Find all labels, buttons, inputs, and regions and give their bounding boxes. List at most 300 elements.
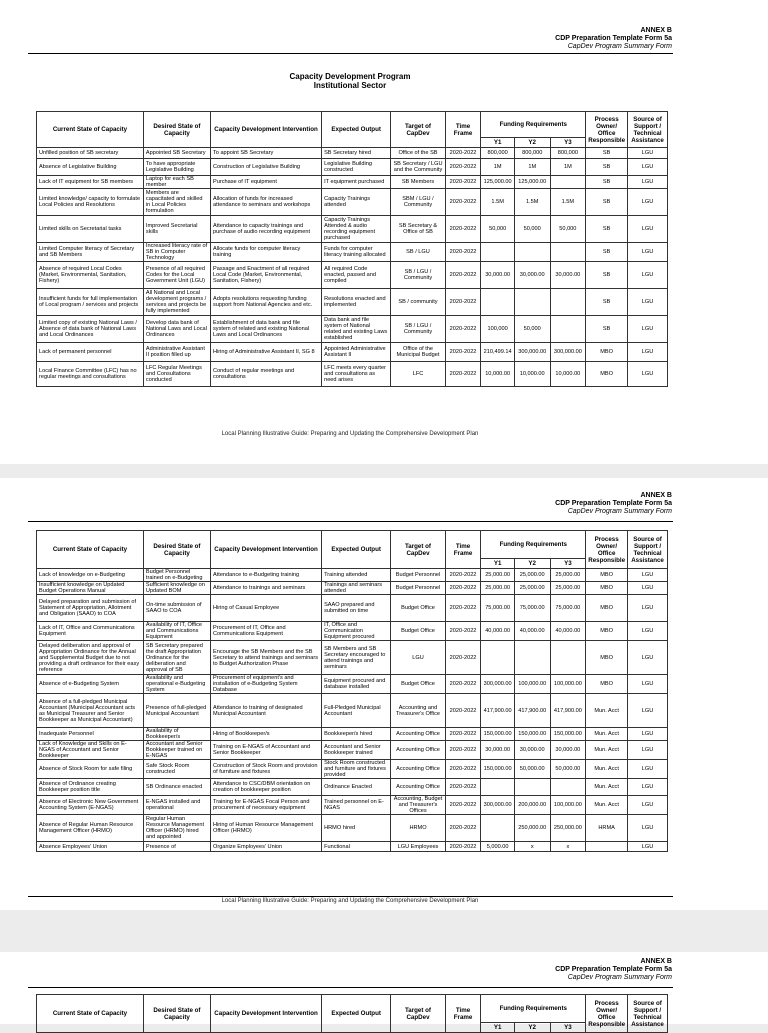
cell-funding-y3: x: [550, 842, 586, 852]
col-expected-output: Expected Output: [322, 112, 391, 148]
cell-process-owner: SB: [586, 148, 628, 159]
cell-source-support: LGU: [628, 641, 668, 675]
cell-current-state: Absence of Electronic New Government Accounting System (E-NGAS): [37, 796, 144, 815]
cell-funding-y1: [481, 641, 515, 675]
table-row: [37, 796, 668, 815]
cell-funding-y1: 10,000.00: [481, 362, 515, 387]
cell-desired-state: Sufficient knowledge on Updated BOM: [143, 582, 210, 595]
cell-time-frame: 2020-2022: [445, 243, 481, 262]
cell-process-owner: SB: [586, 176, 628, 189]
cell-expected-output: Appointed Administrative Assistant II: [322, 343, 391, 362]
col-y2: Y2: [514, 138, 550, 148]
cell-source-support: LGU: [628, 189, 668, 216]
col-current-state: Current State of Capacity: [37, 531, 144, 569]
cell-intervention: Attendance to CSC/DBM orientation on creation of bookkeeper position: [210, 779, 321, 796]
cell-source-support: LGU: [628, 622, 668, 641]
cell-current-state: Insufficient knowledge on Updated Budget Operations Manual: [37, 582, 144, 595]
cell-funding-y1: 417,900.00: [481, 694, 515, 728]
cell-funding-y3: 50,000.00: [550, 760, 586, 779]
cell-intervention: Attendance to training of designated Municipal Accountant: [210, 694, 321, 728]
cell-current-state: Limited Computer literacy of Secretary and SB Members: [37, 243, 144, 262]
footer-rule: [28, 896, 673, 897]
cell-desired-state: Availability of Bookkeeper/s: [143, 728, 210, 741]
table-row: [37, 842, 668, 852]
table-row: [37, 159, 668, 176]
col-current-state: Current State of Capacity: [37, 995, 144, 1033]
col-y1: Y1: [481, 1023, 515, 1033]
cell-target: SBM / LGU / Community: [391, 189, 446, 216]
table-row: [37, 216, 668, 243]
cell-target: SB Members: [391, 176, 446, 189]
cell-current-state: Absence of Legislative Building: [37, 159, 144, 176]
cell-funding-y3: 300,000.00: [550, 343, 586, 362]
table-row: [37, 148, 668, 159]
cell-current-state: Absence of e-Budgeting System: [37, 675, 144, 694]
cell-process-owner: SB: [586, 262, 628, 289]
cell-desired-state: Improved Secretarial skills: [143, 216, 210, 243]
document-page-1: [0, 0, 768, 464]
cell-expected-output: Equipment procured and database installed: [322, 675, 391, 694]
col-intervention: Capacity Development Intervention: [210, 531, 321, 569]
cell-target: HRMO: [391, 815, 446, 842]
cell-funding-y1: 125,000.00: [481, 176, 515, 189]
cell-funding-y3: 250,000.00: [550, 815, 586, 842]
cell-funding-y1: 300,000.00: [481, 675, 515, 694]
cell-target: SB / LGU / Community: [391, 262, 446, 289]
cell-intervention: Purchase of IT equipment: [210, 176, 321, 189]
col-y3: Y3: [550, 138, 586, 148]
cell-time-frame: 2020-2022: [445, 796, 481, 815]
cell-time-frame: 2020-2022: [445, 675, 481, 694]
cell-expected-output: Resolutions enacted and implemented: [322, 289, 391, 316]
cell-source-support: LGU: [628, 694, 668, 728]
cell-target: Office of the SB: [391, 148, 446, 159]
table-row: [37, 316, 668, 343]
col-source-support: Source of Support / Technical Assistance: [628, 995, 668, 1033]
cell-time-frame: 2020-2022: [445, 760, 481, 779]
cell-funding-y3: [550, 289, 586, 316]
cell-intervention: Allocate funds for computer literacy training: [210, 243, 321, 262]
cell-source-support: LGU: [628, 243, 668, 262]
cell-funding-y1: [481, 289, 515, 316]
cell-funding-y1: 150,000.00: [481, 728, 515, 741]
cell-desired-state: Presence of: [143, 842, 210, 852]
cell-funding-y3: 30,000.00: [550, 262, 586, 289]
cell-time-frame: 2020-2022: [445, 148, 481, 159]
cell-process-owner: SB: [586, 316, 628, 343]
cell-funding-y2: 50,000: [514, 316, 550, 343]
cell-funding-y2: 250,000.00: [514, 815, 550, 842]
cell-funding-y1: 50,000: [481, 216, 515, 243]
cell-source-support: LGU: [628, 779, 668, 796]
header-rule: [28, 987, 673, 988]
cell-funding-y2: 100,000.00: [514, 675, 550, 694]
cell-time-frame: 2020-2022: [445, 842, 481, 852]
cell-intervention: Passage and Enactment of all required Local Code (Market, Environmental, Sanitation, Fishery): [210, 262, 321, 289]
cell-expected-output: Functional: [322, 842, 391, 852]
cell-desired-state: Safe Stock Room constructed: [143, 760, 210, 779]
cell-source-support: LGU: [628, 569, 668, 582]
cell-funding-y3: 30,000.00: [550, 741, 586, 760]
cell-process-owner: Mun. Acct: [586, 741, 628, 760]
cell-expected-output: Stock Room constructed and furniture and fixtures provided: [322, 760, 391, 779]
cell-intervention: Construction of Legislative Building: [210, 159, 321, 176]
cell-expected-output: SAAO prepared and submitted on time: [322, 595, 391, 622]
document-title: [0, 72, 700, 90]
cell-time-frame: 2020-2022: [445, 728, 481, 741]
cell-intervention: Training for E-NGAS Focal Person and procurement of necessary equipment: [210, 796, 321, 815]
form-label: CDP Preparation Template Form 5a: [555, 500, 672, 507]
cell-current-state: Local Finance Committee (LFC) has no regular meetings and consultations: [37, 362, 144, 387]
cell-process-owner: MBO: [586, 622, 628, 641]
cell-intervention: Hiring of Casual Employee: [210, 595, 321, 622]
cell-funding-y3: [550, 641, 586, 675]
cell-target: Accounting and Treasurer's Office: [391, 694, 446, 728]
col-process-owner: Process Owner/ Office Responsible: [586, 531, 628, 569]
table-row: [37, 675, 668, 694]
cell-current-state: Absence of Stock Room for safe filing: [37, 760, 144, 779]
table-row: [37, 262, 668, 289]
cell-time-frame: 2020-2022: [445, 815, 481, 842]
table-row: [37, 728, 668, 741]
cell-current-state: Absence of Ordinance creating Bookkeeper position title: [37, 779, 144, 796]
cell-process-owner: SB: [586, 189, 628, 216]
cell-funding-y1: 25,000.00: [481, 569, 515, 582]
annex-label: ANNEX B: [640, 492, 672, 499]
cell-desired-state: Availability and operational e-Budgeting System: [143, 675, 210, 694]
cell-target: Accounting Office: [391, 728, 446, 741]
cell-expected-output: SB Secretary hired: [322, 148, 391, 159]
cell-process-owner: Mun. Acct: [586, 779, 628, 796]
cell-source-support: LGU: [628, 289, 668, 316]
document-page-3: [0, 952, 768, 1031]
col-y1: Y1: [481, 138, 515, 148]
cell-target: Budget Personnel: [391, 582, 446, 595]
cell-intervention: Conduct of regular meetings and consultations: [210, 362, 321, 387]
cell-expected-output: Full-Pledged Municipal Accountant: [322, 694, 391, 728]
cell-current-state: Insufficient funds for full implementation of Local program / services and projects: [37, 289, 144, 316]
cell-target: Budget Office: [391, 595, 446, 622]
cell-source-support: LGU: [628, 760, 668, 779]
cell-funding-y3: 1M: [550, 159, 586, 176]
cell-time-frame: 2020-2022: [445, 741, 481, 760]
cell-target: SB Secretary & Office of SB: [391, 216, 446, 243]
cell-process-owner: Mun. Acct: [586, 694, 628, 728]
col-y3: Y3: [550, 1023, 586, 1033]
cell-funding-y2: 300,000.00: [514, 343, 550, 362]
cell-process-owner: MBO: [586, 595, 628, 622]
cell-desired-state: Develop data bank of National Laws and Local Ordinances: [143, 316, 210, 343]
cell-expected-output: Funds for computer literacy training allocated: [322, 243, 391, 262]
cell-current-state: Limited knowledge/ capacity to formulate Local Policies and Resolutions: [37, 189, 144, 216]
cell-current-state: Lack of permanent personnel: [37, 343, 144, 362]
cell-funding-y3: 40,000.00: [550, 622, 586, 641]
col-time-frame: Time Frame: [445, 112, 481, 148]
cell-expected-output: Training attended: [322, 569, 391, 582]
cell-current-state: Absence of Regular Human Resource Management Officer (HRMO): [37, 815, 144, 842]
cell-funding-y1: 210,499.14: [481, 343, 515, 362]
table-body: [37, 148, 668, 387]
cell-source-support: LGU: [628, 159, 668, 176]
capdev-table: [36, 111, 668, 387]
cell-expected-output: SB Members and SB Secretary encouraged to attend trainings and seminars: [322, 641, 391, 675]
cell-intervention: Organize Employees' Union: [210, 842, 321, 852]
cell-funding-y1: 5,000.00: [481, 842, 515, 852]
cell-source-support: LGU: [628, 262, 668, 289]
title-line-1: Capacity Development Program: [289, 72, 411, 81]
table-row: [37, 622, 668, 641]
cell-funding-y2: [514, 243, 550, 262]
cell-funding-y1: 1.5M: [481, 189, 515, 216]
cell-time-frame: 2020-2022: [445, 316, 481, 343]
cell-process-owner: [586, 842, 628, 852]
cell-time-frame: 2020-2022: [445, 641, 481, 675]
cell-process-owner: MBO: [586, 675, 628, 694]
cell-desired-state: Appointed SB Secretary: [143, 148, 210, 159]
col-desired-state: Desired State of Capacity: [143, 995, 210, 1033]
cell-funding-y2: 30,000.00: [514, 741, 550, 760]
cell-expected-output: Ordinance Enacted: [322, 779, 391, 796]
cell-current-state: Lack of Knowledge and Skills on E-NGAS of Accountant and Senior Bookkeeper: [37, 741, 144, 760]
col-source-support: Source of Support / Technical Assistance: [628, 112, 668, 148]
cell-source-support: LGU: [628, 796, 668, 815]
annex-label: ANNEX B: [640, 27, 672, 34]
col-funding: Funding Requirements: [481, 995, 586, 1023]
cell-source-support: LGU: [628, 815, 668, 842]
cell-funding-y3: 800,000: [550, 148, 586, 159]
cell-funding-y2: 800,000: [514, 148, 550, 159]
table-row: [37, 343, 668, 362]
cell-desired-state: Accountant and Senior Bookkeeper trained on E-NGAS: [143, 741, 210, 760]
cell-expected-output: LFC meets every quarter and consultations as need arises: [322, 362, 391, 387]
cell-current-state: Absence Employees' Union: [37, 842, 144, 852]
cell-target: LGU: [391, 641, 446, 675]
cell-expected-output: IT equipment purchased: [322, 176, 391, 189]
cell-funding-y2: 30,000.00: [514, 262, 550, 289]
cell-time-frame: 2020-2022: [445, 216, 481, 243]
cell-funding-y1: [481, 243, 515, 262]
cell-current-state: Absence of required Local Codes (Market, Environmental, Sanitation, Fishery): [37, 262, 144, 289]
table-row: [37, 582, 668, 595]
col-time-frame: Time Frame: [445, 995, 481, 1033]
cell-funding-y2: 125,000.00: [514, 176, 550, 189]
table-row: [37, 760, 668, 779]
cell-desired-state: Availability of IT, Office and Communications Equipment: [143, 622, 210, 641]
capdev-table: [36, 530, 668, 852]
cell-funding-y2: 10,000.00: [514, 362, 550, 387]
cell-time-frame: 2020-2022: [445, 159, 481, 176]
col-funding: Funding Requirements: [481, 112, 586, 138]
col-current-state: Current State of Capacity: [37, 112, 144, 148]
cell-expected-output: HRMO hired: [322, 815, 391, 842]
cell-source-support: LGU: [628, 741, 668, 760]
cell-target: SB / LGU / Community: [391, 316, 446, 343]
cell-current-state: Unfilled position of SB secretary: [37, 148, 144, 159]
cell-funding-y3: 100,000.00: [550, 796, 586, 815]
table-row: [37, 189, 668, 216]
cell-target: Budget Office: [391, 622, 446, 641]
col-time-frame: Time Frame: [445, 531, 481, 569]
cell-target: LFC: [391, 362, 446, 387]
form-label: CDP Preparation Template Form 5a: [555, 966, 672, 973]
table-row: [37, 362, 668, 387]
cell-funding-y3: 10,000.00: [550, 362, 586, 387]
page-header: [555, 27, 672, 51]
cell-desired-state: Laptop for each SB member: [143, 176, 210, 189]
col-y2: Y2: [514, 559, 550, 569]
col-target: Target of CapDev: [391, 112, 446, 148]
form-subtitle: CapDev Program Summary Form: [567, 974, 672, 981]
cell-process-owner: MBO: [586, 582, 628, 595]
cell-expected-output: Data bank and file system of National related and existing Laws established: [322, 316, 391, 343]
table-row: [37, 741, 668, 760]
cell-target: Accounting Office: [391, 760, 446, 779]
cell-time-frame: 2020-2022: [445, 622, 481, 641]
cell-expected-output: Capacity Trainings attended: [322, 189, 391, 216]
cell-source-support: LGU: [628, 362, 668, 387]
cell-expected-output: All required Code enacted, passed and compiled: [322, 262, 391, 289]
col-intervention: Capacity Development Intervention: [210, 112, 321, 148]
cell-process-owner: SB: [586, 243, 628, 262]
table-row: [37, 289, 668, 316]
cell-target: SB / LGU: [391, 243, 446, 262]
cell-intervention: Construction of Stock Room and provision of furniture and fixtures: [210, 760, 321, 779]
cell-process-owner: SB: [586, 289, 628, 316]
col-y1: Y1: [481, 559, 515, 569]
cell-target: LGU Employees: [391, 842, 446, 852]
cell-funding-y3: [550, 176, 586, 189]
document-page-2: [0, 478, 768, 910]
cell-desired-state: On-time submission of SAAO to COA: [143, 595, 210, 622]
cell-source-support: LGU: [628, 316, 668, 343]
cell-desired-state: Presence of all required Codes for the Local Government Unit (LGU): [143, 262, 210, 289]
form-label: CDP Preparation Template Form 5a: [555, 35, 672, 42]
cell-intervention: Hiring of Administrative Assistant II, SG 8: [210, 343, 321, 362]
cell-funding-y3: 25,000.00: [550, 569, 586, 582]
cell-target: Budget Office: [391, 675, 446, 694]
cell-desired-state: Administrative Assistant II position filled up: [143, 343, 210, 362]
cell-desired-state: Budget Personnel trained on e-Budgeting: [143, 569, 210, 582]
cell-source-support: LGU: [628, 842, 668, 852]
cell-expected-output: Accountant and Senior Bookkeeper trained: [322, 741, 391, 760]
cell-intervention: Hiring of Human Resource Management Officer (HRMO): [210, 815, 321, 842]
cell-target: Accounting Office: [391, 741, 446, 760]
cell-time-frame: 2020-2022: [445, 779, 481, 796]
cell-time-frame: 2020-2022: [445, 595, 481, 622]
cell-current-state: Limited copy of existing National Laws / Absence of data bank of National Laws and Local Ordinances: [37, 316, 144, 343]
cell-process-owner: MBO: [586, 362, 628, 387]
cell-funding-y1: 75,000.00: [481, 595, 515, 622]
cell-target: Office of the Municipal Budget: [391, 343, 446, 362]
table-row: [37, 779, 668, 796]
page-header: [555, 958, 672, 982]
cell-funding-y1: 40,000.00: [481, 622, 515, 641]
col-target: Target of CapDev: [391, 995, 446, 1033]
cell-funding-y1: 300,000.00: [481, 796, 515, 815]
cell-intervention: Attendance to capacity trainings and purchase of audio recording equipment: [210, 216, 321, 243]
cell-funding-y3: 1.5M: [550, 189, 586, 216]
cell-funding-y2: 25,000.00: [514, 569, 550, 582]
cell-funding-y2: 417,900.00: [514, 694, 550, 728]
cell-time-frame: 2020-2022: [445, 189, 481, 216]
col-expected-output: Expected Output: [322, 531, 391, 569]
cell-source-support: LGU: [628, 216, 668, 243]
cell-desired-state: Increased literacy rate of SB in Computer Technology: [143, 243, 210, 262]
form-subtitle: CapDev Program Summary Form: [567, 508, 672, 515]
cell-intervention: Encourage the SB Members and the SB Secretary to attend trainings and seminars to Budget Authorization Phase: [210, 641, 321, 675]
cell-funding-y2: [514, 289, 550, 316]
cell-source-support: LGU: [628, 728, 668, 741]
table-row: [37, 569, 668, 582]
col-y2: Y2: [514, 1023, 550, 1033]
cell-current-state: Lack of IT, Office and Communications Equipment: [37, 622, 144, 641]
cell-time-frame: 2020-2022: [445, 694, 481, 728]
col-y3: Y3: [550, 559, 586, 569]
cell-funding-y3: 150,000.00: [550, 728, 586, 741]
form-subtitle: CapDev Program Summary Form: [567, 43, 672, 50]
cell-time-frame: 2020-2022: [445, 176, 481, 189]
cell-funding-y2: 1.5M: [514, 189, 550, 216]
cell-process-owner: Mun. Acct: [586, 728, 628, 741]
cell-funding-y2: x: [514, 842, 550, 852]
cell-expected-output: Bookkeeper/s hired: [322, 728, 391, 741]
table-row: [37, 641, 668, 675]
cell-expected-output: Capacity Trainings Attended & audio recording equipment purchased: [322, 216, 391, 243]
cell-current-state: Delayed deliberation and approval of Appropriation Ordinance for the Annual and Supplemental Budget due to not providing a draft ordinance for their easy reference: [37, 641, 144, 675]
cell-intervention: Allocation of funds for increased attendance to seminars and workshops: [210, 189, 321, 216]
col-process-owner: Process Owner/ Office Responsible: [586, 112, 628, 148]
cell-funding-y3: [550, 243, 586, 262]
cell-funding-y2: 40,000.00: [514, 622, 550, 641]
cell-funding-y1: 30,000.00: [481, 262, 515, 289]
cell-desired-state: SB Secretary prepared the draft Appropriation Ordinance for the deliberation and approval of SB: [143, 641, 210, 675]
table-row: [37, 694, 668, 728]
cell-funding-y1: 1M: [481, 159, 515, 176]
cell-current-state: Delayed preparation and submission of Statement of Appropriation, Allotment and Obligation (SAAO) to COA: [37, 595, 144, 622]
table-row: [37, 595, 668, 622]
table-body: [37, 569, 668, 852]
cell-intervention: Procurement of equipment's and installation of e-Budgeting System Database: [210, 675, 321, 694]
cell-time-frame: 2020-2022: [445, 582, 481, 595]
annex-label: ANNEX B: [640, 958, 672, 965]
cell-source-support: LGU: [628, 595, 668, 622]
cell-funding-y2: 25,000.00: [514, 582, 550, 595]
cell-funding-y1: 30,000.00: [481, 741, 515, 760]
cell-funding-y1: [481, 779, 515, 796]
cell-intervention: Attendance to trainings and seminars: [210, 582, 321, 595]
col-source-support: Source of Support / Technical Assistance: [628, 531, 668, 569]
cell-funding-y2: [514, 779, 550, 796]
cell-process-owner: HRMA: [586, 815, 628, 842]
cell-expected-output: Trainings and seminars attended: [322, 582, 391, 595]
cell-process-owner: MBO: [586, 343, 628, 362]
cell-source-support: LGU: [628, 582, 668, 595]
table-row: [37, 176, 668, 189]
cell-intervention: Adopts resolutions requesting funding support from National Agencies and etc.: [210, 289, 321, 316]
cell-desired-state: Presence of full-pledged Municipal Accountant: [143, 694, 210, 728]
cell-funding-y1: 800,000: [481, 148, 515, 159]
cell-desired-state: Members are capacitated and skilled in Local Policies formulation: [143, 189, 210, 216]
cell-funding-y1: 25,000.00: [481, 582, 515, 595]
cell-intervention: Hiring of Bookkeeper/s: [210, 728, 321, 741]
cell-intervention: Procurement of IT, Office and Communications Equipment: [210, 622, 321, 641]
cell-expected-output: IT, Office and Communication Equipment procured: [322, 622, 391, 641]
capdev-table: [36, 994, 668, 1033]
cell-funding-y2: 75,000.00: [514, 595, 550, 622]
cell-desired-state: SB Ordinance enacted: [143, 779, 210, 796]
col-desired-state: Desired State of Capacity: [143, 112, 210, 148]
cell-time-frame: 2020-2022: [445, 343, 481, 362]
